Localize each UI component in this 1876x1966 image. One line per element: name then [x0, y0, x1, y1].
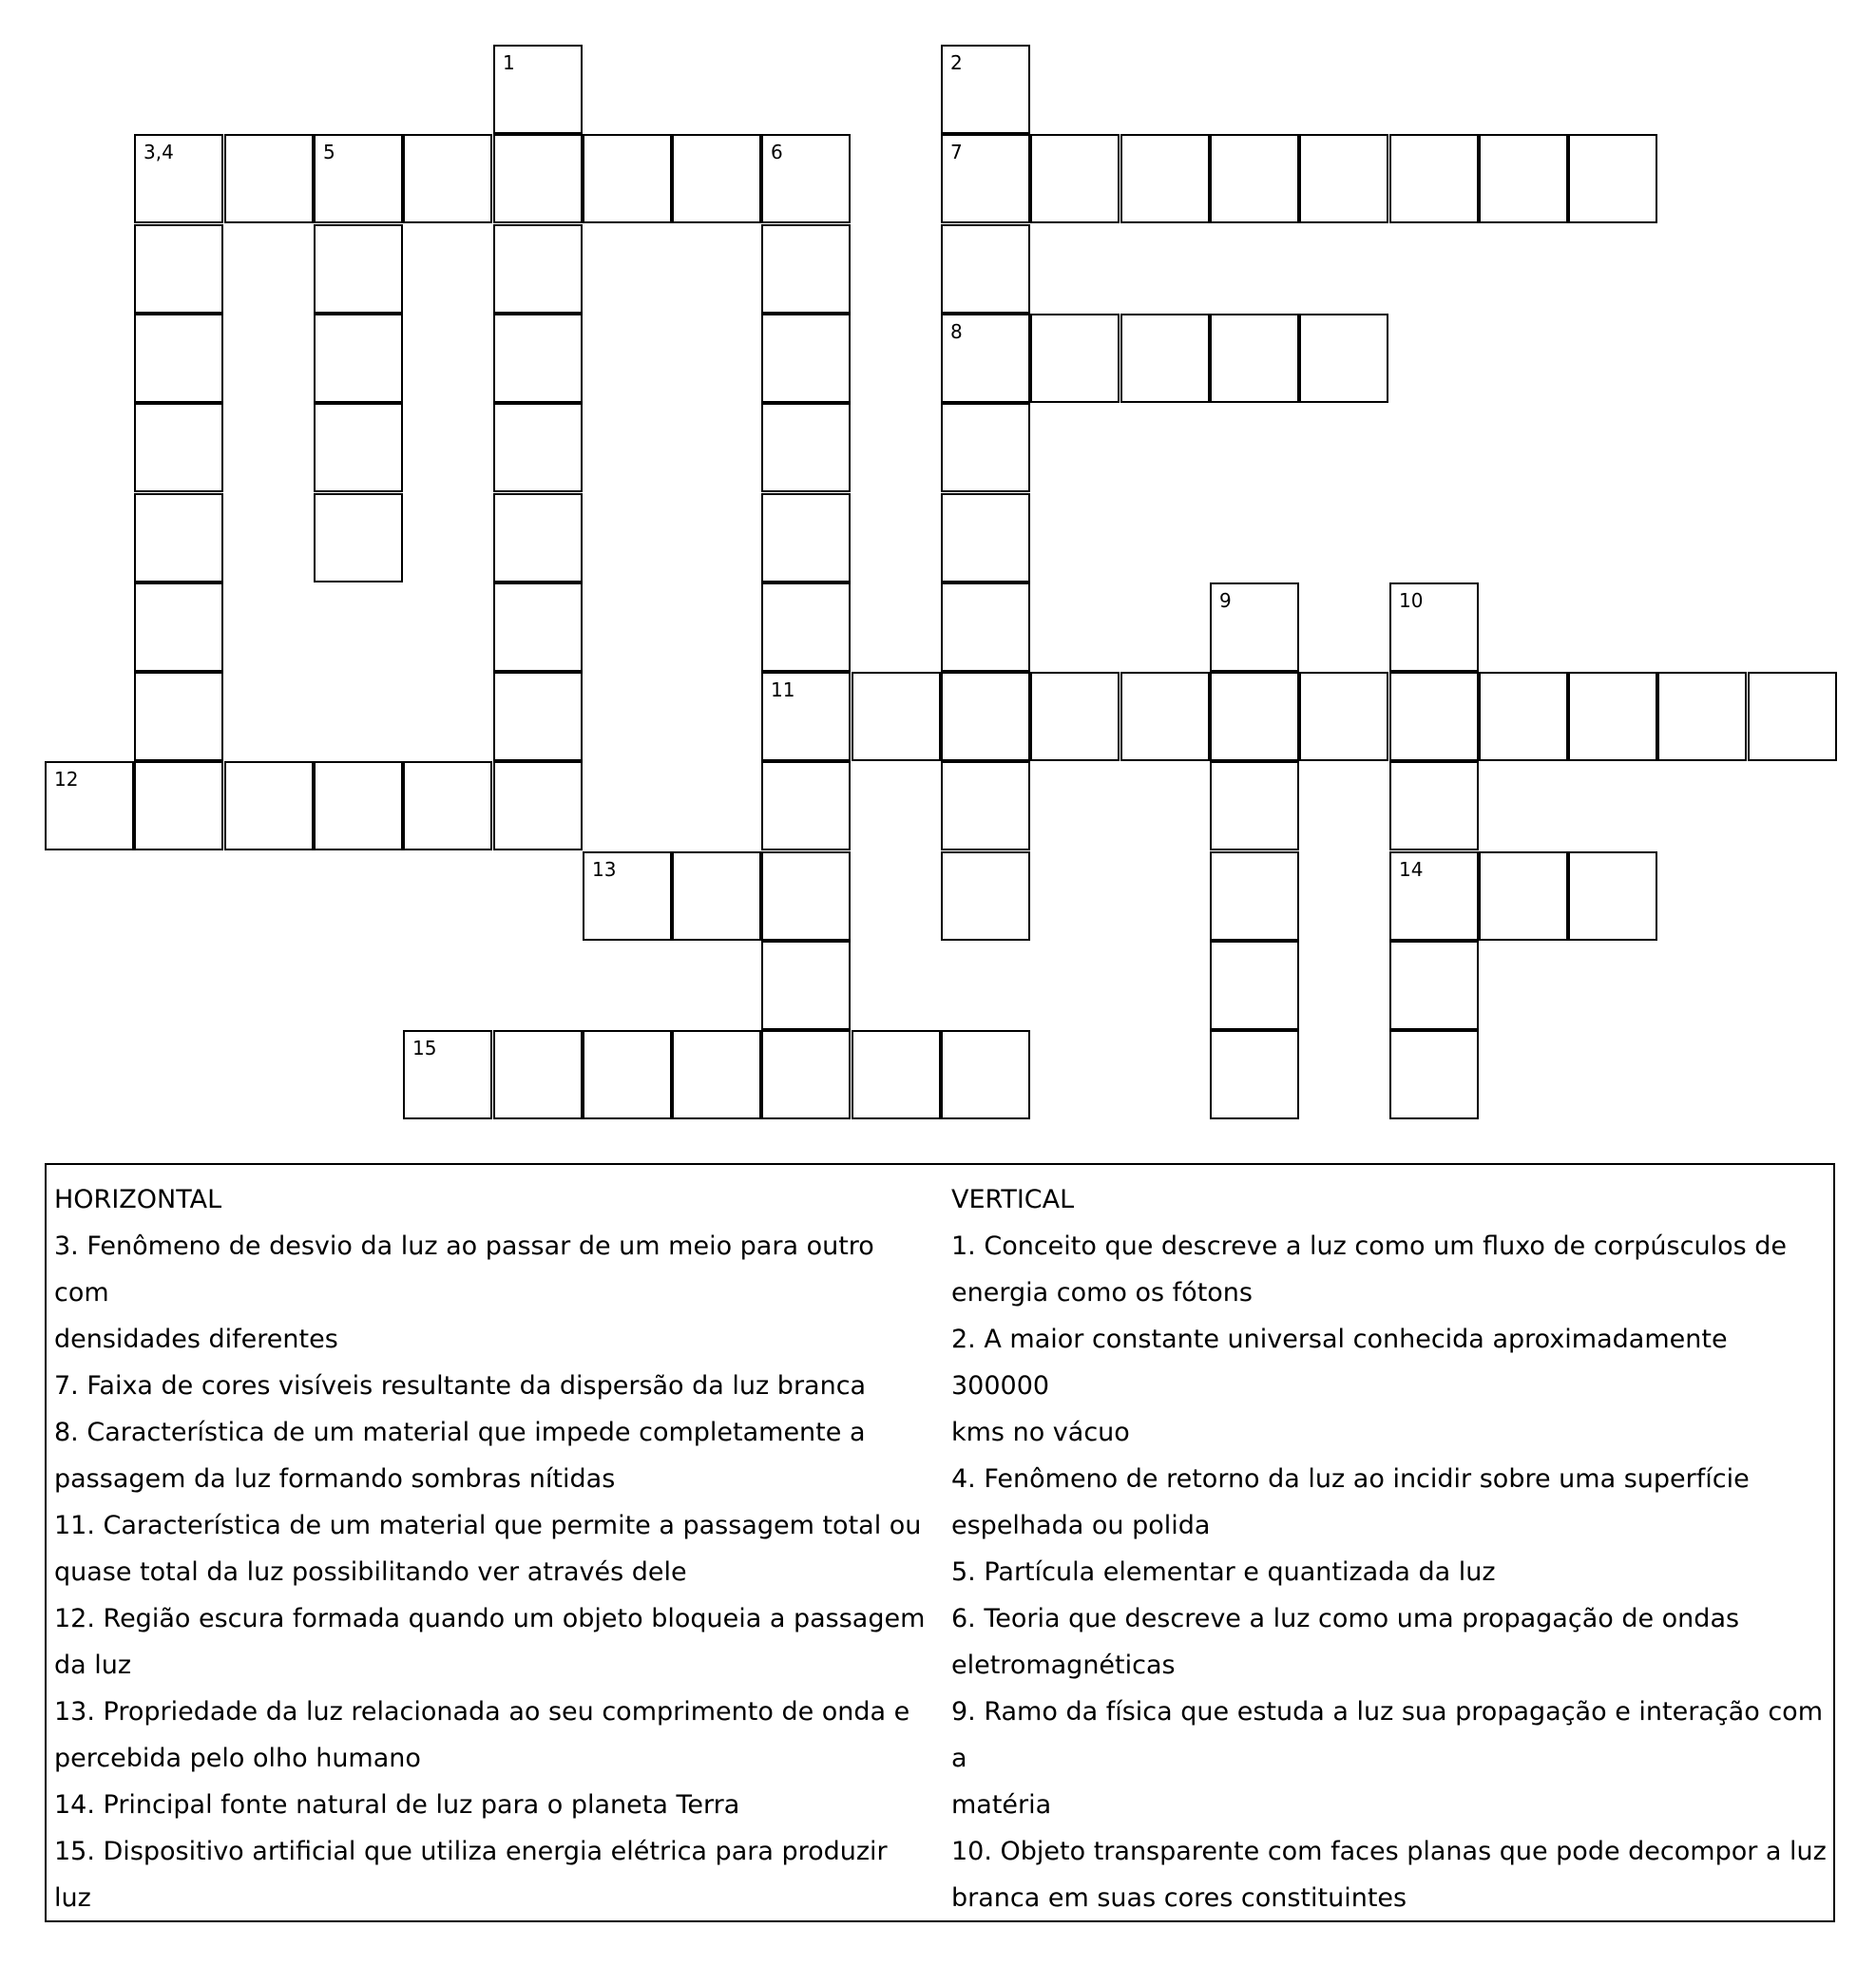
grid-cell[interactable]: [583, 134, 672, 223]
grid-cell[interactable]: [493, 134, 583, 223]
clue-line: matéria: [951, 1790, 1052, 1820]
grid-cell[interactable]: [1568, 851, 1657, 941]
grid-cell[interactable]: [1389, 134, 1479, 223]
grid-cell[interactable]: [314, 224, 403, 314]
grid-cell[interactable]: [1568, 134, 1657, 223]
grid-cell[interactable]: [672, 134, 761, 223]
clue-number: 3,4: [144, 141, 174, 163]
grid-cell[interactable]: [941, 493, 1030, 582]
clue-line: 8. Característica de um material que impede completamente a: [54, 1418, 866, 1447]
grid-cell[interactable]: [941, 45, 1030, 134]
vertical-clues: [951, 1176, 1830, 1921]
clue-line: 14. Principal fonte natural de luz para o planeta Terra: [54, 1790, 740, 1820]
grid-cell[interactable]: [941, 672, 1030, 761]
grid-cell[interactable]: [761, 134, 851, 223]
vertical-heading: VERTICAL: [951, 1185, 1075, 1214]
grid-cell[interactable]: [134, 761, 223, 850]
grid-cell[interactable]: [941, 224, 1030, 314]
vertical-clue-list: [951, 1223, 1830, 1921]
horizontal-heading: HORIZONTAL: [54, 1185, 222, 1214]
grid-cell[interactable]: [1389, 941, 1479, 1030]
grid-cell[interactable]: [493, 314, 583, 403]
clue-line: 15. Dispositivo artificial que utiliza energia elétrica para produzir: [54, 1837, 888, 1866]
grid-cell[interactable]: [761, 941, 851, 1030]
clue-line: 10. Objeto transparente com faces planas que pode decompor a luz: [951, 1837, 1827, 1866]
grid-cell[interactable]: [134, 582, 223, 672]
clue-line: 6. Teoria que descreve a luz como uma propagação de ondas: [951, 1604, 1740, 1633]
clue-line: 11. Característica de um material que permite a passagem total ou: [54, 1511, 922, 1540]
grid-cell[interactable]: [45, 761, 134, 850]
grid-cell[interactable]: [761, 493, 851, 582]
grid-cell[interactable]: [672, 1030, 761, 1119]
grid-cell[interactable]: [314, 761, 403, 850]
clue-line: kms no vácuo: [951, 1418, 1130, 1447]
grid-cell[interactable]: [1210, 582, 1299, 672]
clue-number: 2: [950, 51, 963, 74]
clue-number: 6: [771, 141, 783, 163]
grid-cell[interactable]: [1299, 314, 1388, 403]
grid-cell[interactable]: [761, 582, 851, 672]
grid-cell[interactable]: [314, 493, 403, 582]
grid-cell[interactable]: [134, 134, 223, 223]
clue-line: densidades diferentes: [54, 1325, 338, 1354]
grid-cell[interactable]: [1210, 851, 1299, 941]
clue-number: 8: [950, 320, 963, 343]
grid-cell[interactable]: [1299, 672, 1388, 761]
grid-cell[interactable]: [761, 224, 851, 314]
grid-cell[interactable]: [493, 672, 583, 761]
grid-cell[interactable]: [134, 403, 223, 492]
grid-cell[interactable]: [1657, 672, 1747, 761]
grid-cell[interactable]: [493, 582, 583, 672]
grid-cell[interactable]: [1030, 672, 1120, 761]
clue-line: 7. Faixa de cores visíveis resultante da dispersão da luz branca: [54, 1371, 867, 1401]
clue-number: 10: [1399, 589, 1424, 612]
grid-cell[interactable]: [1389, 761, 1479, 850]
grid-cell[interactable]: [134, 314, 223, 403]
horizontal-clues: [54, 1176, 928, 1921]
grid-cell[interactable]: [493, 224, 583, 314]
clue-line: percebida pelo olho humano: [54, 1744, 421, 1773]
grid-cell[interactable]: [1479, 134, 1568, 223]
grid-cell[interactable]: [1120, 314, 1210, 403]
clue-line: passagem da luz formando sombras nítidas: [54, 1464, 616, 1494]
grid-cell[interactable]: [852, 1030, 941, 1119]
grid-cell[interactable]: [403, 761, 492, 850]
grid-cell[interactable]: [761, 314, 851, 403]
grid-cell[interactable]: [1479, 672, 1568, 761]
grid-cell[interactable]: [134, 224, 223, 314]
grid-cell[interactable]: [1568, 672, 1657, 761]
clue-line: 5. Partícula elementar e quantizada da luz: [951, 1557, 1496, 1587]
clue-line: quase total da luz possibilitando ver através dele: [54, 1557, 687, 1587]
clue-number: 7: [950, 141, 963, 163]
clue-line: energia como os fótons: [951, 1278, 1253, 1307]
grid-cell[interactable]: [761, 761, 851, 850]
grid-cell[interactable]: [493, 403, 583, 492]
clue-number: 14: [1399, 858, 1424, 881]
clue-line: espelhada ou polida: [951, 1511, 1211, 1540]
grid-cell[interactable]: [493, 45, 583, 134]
grid-cell[interactable]: [493, 493, 583, 582]
grid-cell[interactable]: [583, 851, 672, 941]
grid-cell[interactable]: [941, 1030, 1030, 1119]
grid-cell[interactable]: [224, 761, 314, 850]
grid-cell[interactable]: [1389, 582, 1479, 672]
grid-cell[interactable]: [1299, 134, 1388, 223]
grid-cell[interactable]: [1389, 672, 1479, 761]
grid-cell[interactable]: [403, 1030, 492, 1119]
grid-cell[interactable]: [941, 851, 1030, 941]
grid-cell[interactable]: [1030, 134, 1120, 223]
horizontal-clue-list: [54, 1223, 928, 1921]
clue-number: 5: [323, 141, 335, 163]
grid-cell[interactable]: [1030, 314, 1120, 403]
clue-line: 4. Fenômeno de retorno da luz ao incidir sobre uma superfície: [951, 1464, 1750, 1494]
clue-line: luz: [54, 1883, 91, 1913]
grid-cell[interactable]: [1210, 672, 1299, 761]
clue-line: 3. Fenômeno de desvio da luz ao passar de um meio para outro com: [54, 1231, 874, 1307]
grid-cell[interactable]: [1479, 851, 1568, 941]
grid-cell[interactable]: [224, 134, 314, 223]
grid-cell[interactable]: [941, 582, 1030, 672]
grid-cell[interactable]: [1210, 761, 1299, 850]
grid-cell[interactable]: [1210, 1030, 1299, 1119]
grid-cell[interactable]: [314, 314, 403, 403]
clue-number: 15: [412, 1037, 437, 1059]
clues-box: [45, 1163, 1835, 1922]
clue-line: 12. Região escura formada quando um objeto bloqueia a passagem: [54, 1604, 926, 1633]
grid-cell[interactable]: [1389, 1030, 1479, 1119]
clue-number: 12: [54, 768, 79, 791]
grid-cell[interactable]: [761, 1030, 851, 1119]
clue-line: 2. A maior constante universal conhecida aproximadamente 300000: [951, 1325, 1728, 1401]
grid-cell[interactable]: [493, 761, 583, 850]
grid-cell[interactable]: [1389, 851, 1479, 941]
grid-cell[interactable]: [314, 403, 403, 492]
grid-cell[interactable]: [314, 134, 403, 223]
grid-cell[interactable]: [941, 134, 1030, 223]
grid-cell[interactable]: [941, 314, 1030, 403]
clue-line: 1. Conceito que descreve a luz como um fluxo de corpúsculos de: [951, 1231, 1787, 1261]
clue-number: 11: [771, 678, 795, 701]
grid-cell[interactable]: [134, 672, 223, 761]
grid-cell[interactable]: [1120, 672, 1210, 761]
grid-cell[interactable]: [941, 761, 1030, 850]
clue-line: 13. Propriedade da luz relacionada ao seu comprimento de onda e: [54, 1697, 910, 1727]
grid-cell[interactable]: [493, 1030, 583, 1119]
clue-line: branca em suas cores constituintes: [951, 1883, 1407, 1913]
grid-cell[interactable]: [583, 1030, 672, 1119]
grid-cell[interactable]: [1210, 134, 1299, 223]
grid-cell[interactable]: [761, 672, 851, 761]
grid-cell[interactable]: [761, 403, 851, 492]
clue-line: 9. Ramo da física que estuda a luz sua propagação e interação com a: [951, 1697, 1823, 1773]
clue-number: 9: [1219, 589, 1232, 612]
clue-number: 1: [503, 51, 515, 74]
clue-number: 13: [592, 858, 617, 881]
grid-cell[interactable]: [941, 403, 1030, 492]
grid-cell[interactable]: [1210, 314, 1299, 403]
grid-cell[interactable]: [852, 672, 941, 761]
grid-cell[interactable]: [134, 493, 223, 582]
clue-line: eletromagnéticas: [951, 1651, 1176, 1680]
grid-cell[interactable]: [1210, 941, 1299, 1030]
clue-line: da luz: [54, 1651, 132, 1680]
grid-cell[interactable]: [761, 851, 851, 941]
grid-cell[interactable]: [1120, 134, 1210, 223]
grid-cell[interactable]: [403, 134, 492, 223]
grid-cell[interactable]: [1748, 672, 1837, 761]
grid-cell[interactable]: [672, 851, 761, 941]
